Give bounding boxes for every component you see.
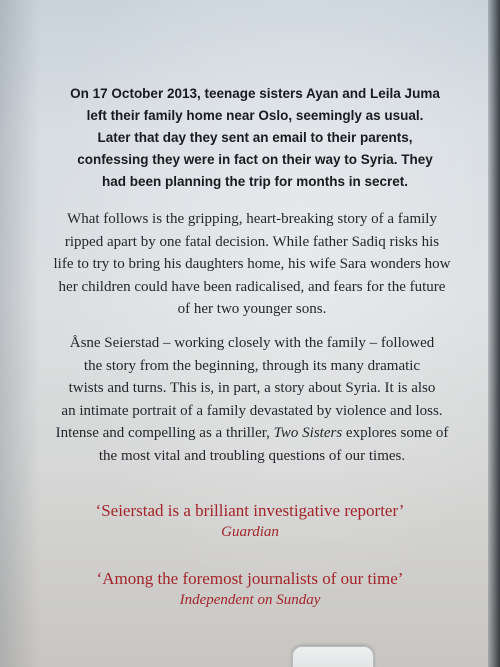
synopsis-line: the most vital and troubling questions of our times. xyxy=(98,447,406,464)
quote-source: Guardian xyxy=(221,524,279,540)
synopsis-line: her children could have been radicalised, and fears for the future xyxy=(58,278,446,295)
lead-line: confessing they were in fact on their way to Syria. They xyxy=(77,152,433,167)
synopsis-line: What follows is the gripping, heart-breaking story of a family xyxy=(67,211,437,227)
synopsis-line: an intimate portrait of a family devastated by violence and loss. xyxy=(61,402,443,419)
synopsis-paragraph-1 xyxy=(28,208,476,321)
price-sticker xyxy=(292,646,374,667)
quote-text: ‘Among the foremost journalists of our time’ xyxy=(96,569,404,588)
review-quote-1 xyxy=(30,500,470,542)
synopsis-line: explores some of xyxy=(342,425,449,441)
synopsis-line: life to try to bring his daughters home, his wife Sara wonders how xyxy=(53,256,451,272)
synopsis-paragraph-2 xyxy=(28,332,476,467)
quote-text: ‘Seierstad is a brilliant investigative reporter’ xyxy=(95,501,405,520)
lead-line: On 17 October 2013, teenage sisters Ayan and Leila Juma xyxy=(70,86,440,101)
quote-source: Independent on Sunday xyxy=(179,592,321,608)
lead-line: left their family home near Oslo, seemingly as usual. xyxy=(86,108,424,123)
book-spine-edge xyxy=(488,0,500,667)
lead-line: had been planning the trip for months in secret. xyxy=(101,174,409,189)
synopsis-line: the story from the beginning, through its many dramatic xyxy=(83,357,421,374)
synopsis-line: ripped apart by one fatal decision. While father Sadiq risks his xyxy=(64,233,440,250)
synopsis-line: Åsne Seierstad – working closely with the family – followed xyxy=(69,335,435,351)
lead-line: Later that day they sent an email to their parents, xyxy=(97,130,413,145)
synopsis-line: twists and turns. This is, in part, a story about Syria. It is also xyxy=(68,380,436,396)
synopsis-line: Intense and compelling as a thriller, xyxy=(55,425,274,441)
lead-paragraph xyxy=(40,83,470,193)
review-quote-2 xyxy=(30,568,470,610)
book-title: Two Sisters xyxy=(273,425,343,441)
synopsis-line: of her two younger sons. xyxy=(177,301,327,317)
